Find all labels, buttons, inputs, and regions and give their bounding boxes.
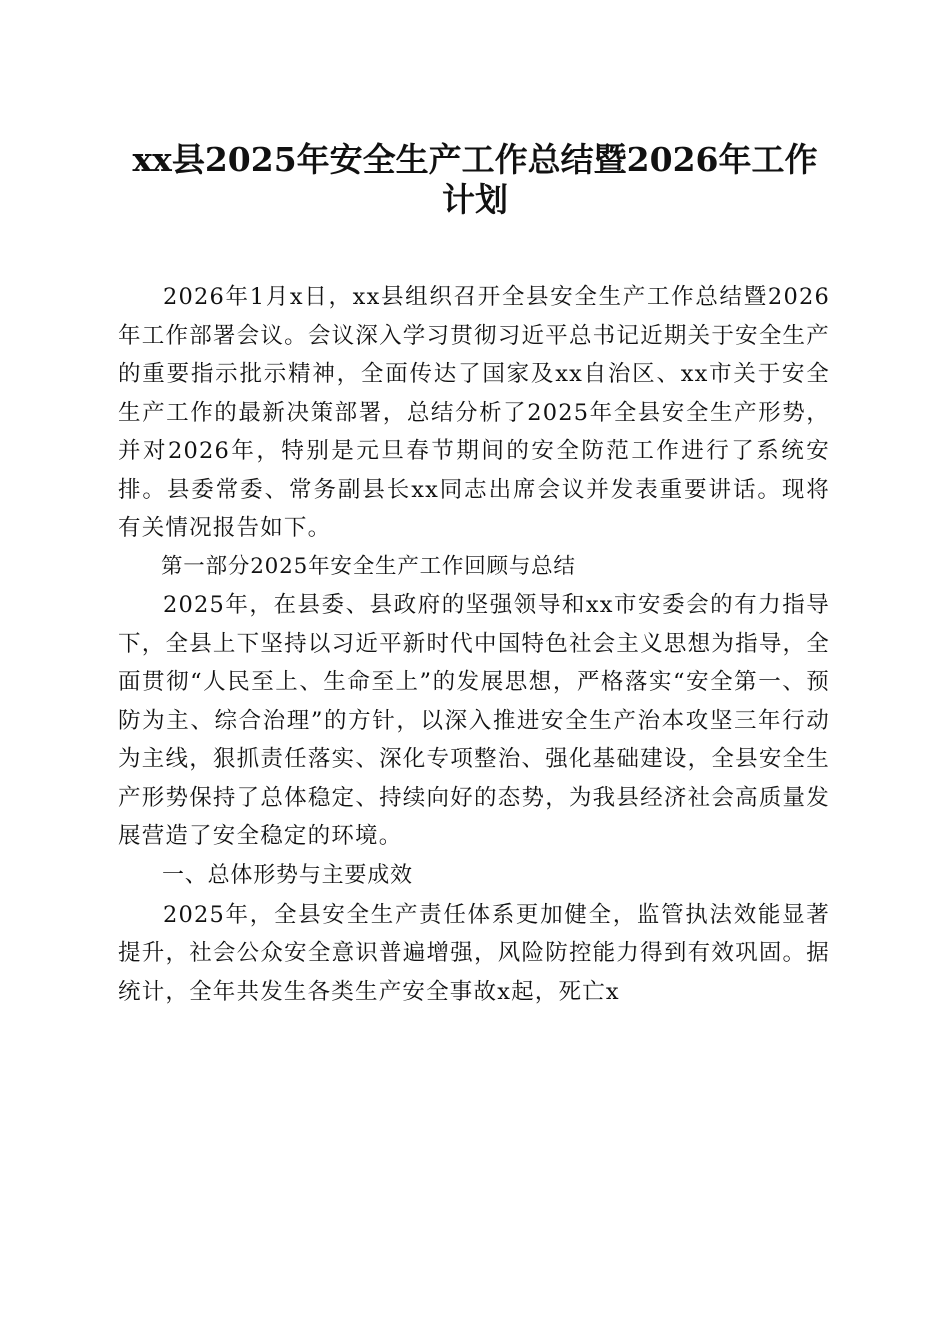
- title-line-2: 计划: [442, 180, 508, 219]
- part-one-paragraph: 2025年，在县委、县政府的坚强领导和xx市安委会的有力指导下，全县上下坚持以习近平新时代中国特色社会主义思想为指导，全面贯彻“人民至上、生命至上”的发展思想，严格落实“安全第一、预防为主、综合治理”的方针，以深入推进安全生产治本攻坚三年行动为主线，狠抓责任落实、深化专项整治、强化基础建设，全县安全生产形势保持了总体稳定、持续向好的态势，为我县经济社会高质量发展营造了安全稳定的环境。: [118, 592, 830, 849]
- title-line-1: xx县2025年安全生产工作总结暨2026年工作: [132, 140, 818, 179]
- section-one-heading: 一、总体形势与主要成效: [162, 862, 413, 888]
- section-one-paragraph: 2025年，全县安全生产责任体系更加健全，监管执法效能显著提升，社会公众安全意识普遍增强，风险防控能力得到有效巩固。据统计，全年共发生各类生产安全事故x起，死亡x: [118, 901, 830, 1005]
- document-body: [118, 278, 830, 1011]
- document-title: [100, 140, 850, 220]
- intro-paragraph: 2026年1月x日，xx县组织召开全县安全生产工作总结暨2026年工作部署会议。会议深入学习贯彻习近平总书记近期关于安全生产的重要指示批示精神，全面传达了国家及xx自治区、xx市关于安全生产工作的最新决策部署，总结分析了2025年全县安全生产形势，并对2026年，特别是元旦春节期间的安全防范工作进行了系统安排。县委常委、常务副县长xx同志出席会议并发表重要讲话。现将有关情况报告如下。: [118, 284, 830, 541]
- part-one-heading: 第一部分2025年安全生产工作回顾与总结: [161, 553, 576, 579]
